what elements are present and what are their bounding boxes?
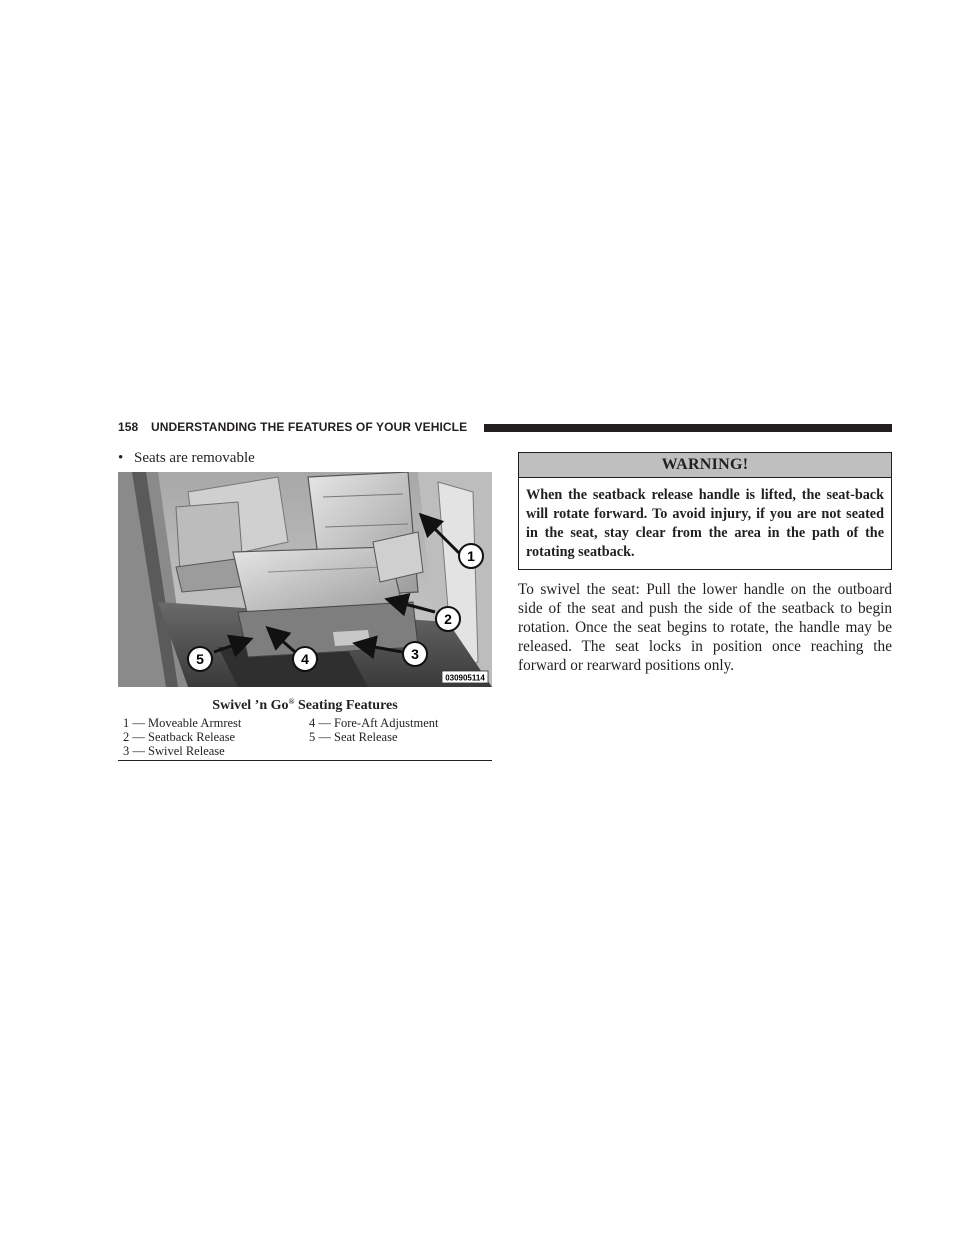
legend-item: 1 — Moveable Armrest xyxy=(123,716,242,730)
legend-item: 5 — Seat Release xyxy=(309,730,398,744)
header-title: UNDERSTANDING THE FEATURES OF YOUR VEHICLE xyxy=(151,420,468,434)
callout-5-label: 5 xyxy=(196,651,204,667)
legend-item: 4 — Fore-Aft Adjustment xyxy=(309,716,439,730)
bullet-symbol: • xyxy=(118,450,124,466)
callout-4 xyxy=(293,647,317,671)
caption-text-end: Seating Features xyxy=(294,698,398,713)
figure-caption xyxy=(118,693,492,715)
callout-5 xyxy=(188,647,212,671)
caption-text-start: Swivel ’n Go xyxy=(212,698,289,713)
callout-3-label: 3 xyxy=(411,646,419,662)
callout-1 xyxy=(459,544,483,568)
bullet-text: Seats are removable xyxy=(134,450,255,466)
warning-body: When the seatback release handle is lifted, the seat-back will rotate forward. To avoid injury, if you are not seated in the seat, stay clear from the area in the path of the rotating seatback. xyxy=(526,487,884,560)
running-header xyxy=(118,419,892,435)
callout-2-label: 2 xyxy=(444,611,452,627)
callout-4-label: 4 xyxy=(301,651,309,667)
legend-item: 3 — Swivel Release xyxy=(123,744,225,758)
callout-3 xyxy=(403,642,427,666)
seat-photo-drawing xyxy=(118,472,492,687)
warning-box xyxy=(518,452,892,570)
page-number: 158 xyxy=(118,420,139,434)
header-rule xyxy=(484,424,892,432)
legend-rule xyxy=(118,760,492,761)
seat-illustration xyxy=(118,472,492,687)
callout-2 xyxy=(436,607,460,631)
body-paragraph: To swivel the seat: Pull the lower handle on the outboard side of the seat and push the side of the seatback to begin rotation. Once the seat begins to rotate, the handle may be released. The seat locks in position once reaching the forward or rearward positions only. xyxy=(518,581,892,674)
callout-1-label: 1 xyxy=(467,548,475,564)
legend-item: 2 — Seatback Release xyxy=(123,730,236,744)
image-code: 030905114 xyxy=(445,673,485,683)
registered-mark: ® xyxy=(288,697,295,706)
warning-title: WARNING! xyxy=(519,453,891,478)
bullet-item xyxy=(118,449,255,467)
